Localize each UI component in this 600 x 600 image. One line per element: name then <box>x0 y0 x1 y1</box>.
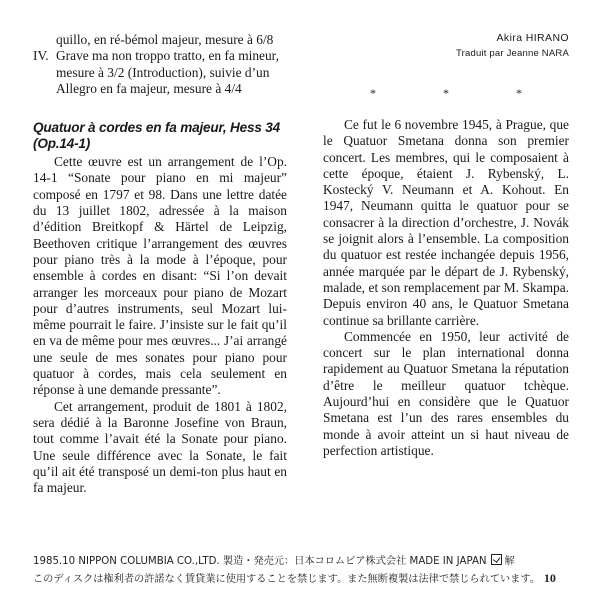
movement-text: Grave ma non troppo tratto, en fa mineur, mesure à 3/2 (Introduction), suivie d’un Allegro en fa majeur, mesure à 4/4 <box>56 48 279 96</box>
footer-line-1 <box>33 553 593 570</box>
paragraph: Commencée en 1950, leur activité de concert sur le plan international donna rapidement au Quatuor Smetana la réputation d’être le meilleur quatuor tchèque. Aujourd’hui en considère que le Quatuor Smetana est l’un des rares ensembles du monde à avoir atteint un si haut niveau de perfection artistique. <box>323 328 569 458</box>
paragraph: Cette œuvre est un arrangement de l’Op. 14-1 “Sonate pour piano en mi majeur” composé en 1797 et 98. Dans une lettre datée du 13 juillet 1802, adressée à la maison d’édition Breitkopf & Härtel de Leipzig, Beethoven critique l’arrangement des œuvres pour piano très à la mode à l’époque, pour ensemble à cordes en disant: “Si l’on devait arranger les morceaux pour piano de Mozart pour d’autres instruments, seul Mozart lui-même pourrait le faire. J’insiste sur le fait qu’il en va de même pour mes œuvres... J’ai arrangé une seule de mes sonates pour piano pour quatuor à cordes, mais cela seulement en réponse à une demande pressante”. <box>33 154 287 398</box>
rental-notice: このディスクは権利者の許諾なく賃貸業に使用することを禁じます。また無断複製は法律で禁じられています。 <box>33 574 540 585</box>
movement-item <box>33 32 287 48</box>
translator-credit: Traduit par Jeanne NARA <box>455 48 569 59</box>
right-column <box>323 32 569 459</box>
footer-mark: 解 <box>504 556 515 567</box>
footer-line-2 <box>33 570 593 588</box>
section-heading: Quatuor à cordes en fa majeur, Hess 34 (Op.14-1) <box>33 120 281 152</box>
paragraph: Ce fut le 6 novembre 1945, à Prague, que le Quatuor Smetana donna son premier concert. Les membres, qui le composaient à cette époque, étaient J. Rybenský, L. Kostecký V. Neumann et A. Kohout. En 1947, Neumann quitta le quatuor pour se consacrer à la direction d’orchestre, J. Novák se joignit alors à l’ensemble. La composition du quatuor est restée inchangée depuis 1956, année marquée par le départ de J. Rybenský, malade, et son remplacement par M. Skampa. Depuis environ 40 ans, le Quatuor Smetana continue sa brillante carrière. <box>323 117 569 328</box>
check-box-icon <box>491 554 502 565</box>
movement-number: IV. <box>33 48 49 64</box>
author-credit: Akira HIRANO <box>496 32 569 44</box>
footer <box>33 553 593 588</box>
left-column <box>33 32 287 496</box>
paragraph: Cet arrangement, produit de 1801 à 1802, sera dédié à la Baronne Josefine von Braun, tout comme l’avait été la Sonate pour piano. Une seule différence avec la Sonate, le fait qu’il ait été transposé un demi-ton plus haut en fa majeur. <box>33 398 287 496</box>
movement-item <box>33 48 287 97</box>
page-number: 10 <box>543 571 556 585</box>
section-separator: * * * <box>370 86 554 100</box>
copyright-text: 1985.10 NIPPON COLUMBIA CO.,LTD. 製造・発売元：日本コロムビア株式会社 MADE IN JAPAN <box>33 556 487 567</box>
movement-text: quillo, en ré-bémol majeur, mesure à 6/8 <box>56 32 274 47</box>
